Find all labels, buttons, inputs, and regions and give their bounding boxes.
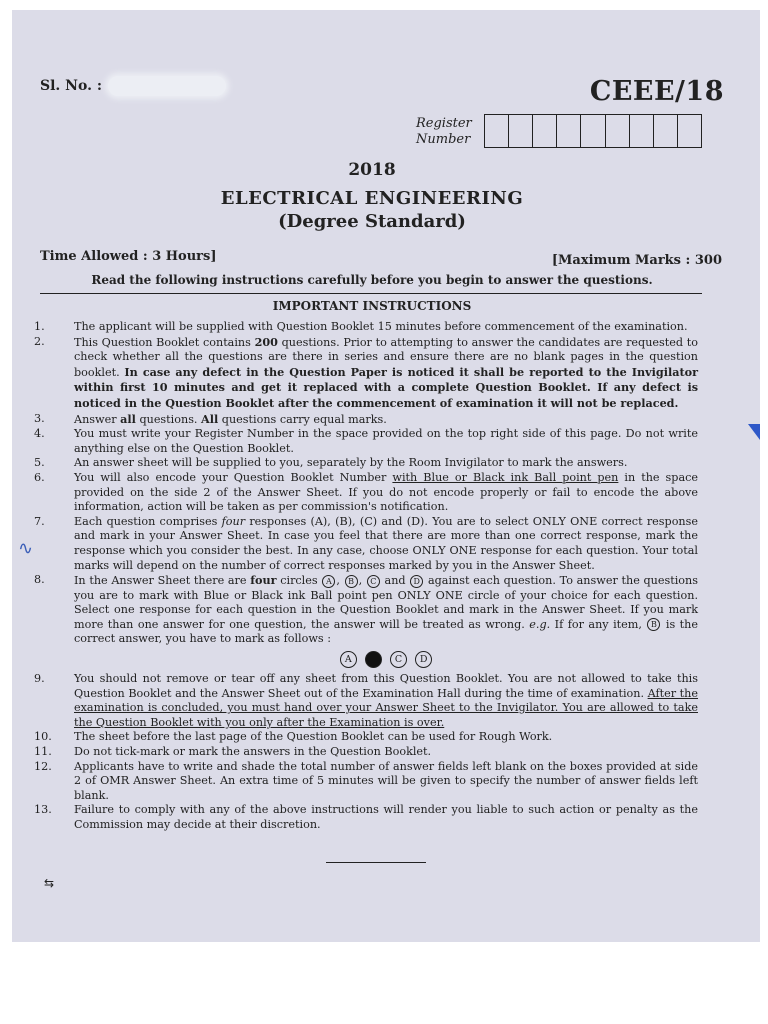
circle-a-icon: A <box>340 651 357 668</box>
register-digit-box <box>654 115 678 147</box>
example-answer-circles <box>74 651 698 668</box>
register-digit-box <box>606 115 630 147</box>
instruction-item: 9. You should not remove or tear off any sheet from this Question Booklet. You are not allowed to take this Question Booklet and the Answer Sheet out of the Examination Hall during the time of examination. After the examination is concluded, you must hand over your Answer Sheet to the Invigilator. You are allowed to take the Question Booklet with you only after the Examination is over. <box>34 672 699 729</box>
circle-d-icon: D <box>410 575 423 588</box>
serial-number <box>40 76 226 96</box>
instruction-item: 11. Do not tick-mark or mark the answers in the Question Booklet. <box>34 745 432 759</box>
instruction-item: 8. In the Answer Sheet there are four circles A , B , C and D against each question. To answer the questions you are to mark with Blue or Black ink Ball point pen ONLY ONE circle of your choice for each question. Select one response for each question in the Question Booklet and mark in the Answer Sheet. If you mark more than one answer for one question, the answer will be treated as wrong. e.g. If for any item, B is the correct answer, you have to mark as follows : <box>34 573 698 646</box>
instructions-list <box>34 320 698 833</box>
register-digit-box <box>557 115 581 147</box>
serial-number-redacted <box>108 76 226 96</box>
filled-circle-icon <box>365 651 382 668</box>
register-digit-box <box>678 115 701 147</box>
register-digit-box <box>581 115 605 147</box>
arrows-icon: ⇆ <box>44 876 55 890</box>
circle-d-icon: D <box>415 651 432 668</box>
exam-standard: (Degree Standard) <box>278 211 466 232</box>
instructions-heading: IMPORTANT INSTRUCTIONS <box>272 299 472 313</box>
instruction-item: 5. An answer sheet will be supplied to you, separately by the Room Invigilator to mark the answers. <box>34 456 628 470</box>
instruction-item: 10. The sheet before the last page of the Question Booklet can be used for Rough Work. <box>34 730 553 744</box>
circle-a-icon: A <box>322 575 335 588</box>
serial-number-label: Sl. No. : <box>40 78 102 94</box>
register-digit-box <box>630 115 654 147</box>
circle-c-icon: C <box>390 651 407 668</box>
pen-scribble-icon: ∿ <box>18 538 34 559</box>
register-digit-box <box>533 115 557 147</box>
exam-subject: ELECTRICAL ENGINEERING <box>220 188 524 209</box>
divider <box>40 293 702 294</box>
maximum-marks: [Maximum Marks : 300 <box>551 253 722 268</box>
booklet-code: CEEE/18 <box>589 76 724 107</box>
instruction-item: 6. You will also encode your Question Booklet Number with Blue or Black ink Ball point pen in the space provided on the side 2 of the Answer Sheet. If you do not encode properly or fail to encode the above information, action will be taken as per commission's notification. <box>34 470 699 514</box>
read-instruction: Read the following instructions carefully before you begin to answer the questions. <box>91 273 653 287</box>
register-digit-box <box>485 115 509 147</box>
register-number-boxes <box>484 114 702 148</box>
instruction-item: 7. Each question comprises four responses (A), (B), (C) and (D). You are to select ONLY ONE correct response and mark in your Answer Sheet. In case you feel that there are more than one correct response, mark the response which you consider the best. In any case, choose ONLY ONE response for each question. Your total marks will depend on the number of correct responses marked by you in the Answer Sheet. <box>34 514 698 572</box>
exam-year: 2018 <box>348 160 396 180</box>
instruction-item: 1. The applicant will be supplied with Question Booklet 15 minutes before commencement of the examination. <box>34 320 688 333</box>
register-number-label: Register Number <box>416 116 472 147</box>
circle-b-icon: B <box>647 618 660 631</box>
end-divider <box>326 862 426 863</box>
instruction-item: 2. This Question Booklet contains 200 questions. Prior to attempting to answer the candidates are requested to check whether all the questions are there in series and ensure there are no blank pages in the question booklet. In case any defect in the Question Paper is noticed it shall be reported to the Invigilator within first 10 minutes and get it replaced with a complete Question Booklet. If any defect is noticed in the Question Booklet after the commencement of examination it will not be replaced. <box>34 334 698 410</box>
instruction-item: 4. You must write your Register Number in the space provided on the top right side of this page. Do not write anything else on the Question Booklet. <box>34 427 698 455</box>
instruction-item: 12. Applicants have to write and shade the total number of answer fields left blank on the boxes provided at side 2 of OMR Answer Sheet. An extra time of 5 minutes will be given to specify the number of answer fields left blank. <box>34 759 698 802</box>
register-digit-box <box>509 115 533 147</box>
time-allowed: Time Allowed : 3 Hours] <box>40 249 217 264</box>
instruction-item: 3. Answer all questions. All questions carry equal marks. <box>34 411 387 426</box>
circle-c-icon: C <box>367 575 380 588</box>
instruction-item: 13. Failure to comply with any of the above instructions will render you liable to such action or penalty as the Commission may decide at their discretion. <box>34 803 698 831</box>
circle-b-icon: B <box>345 575 358 588</box>
